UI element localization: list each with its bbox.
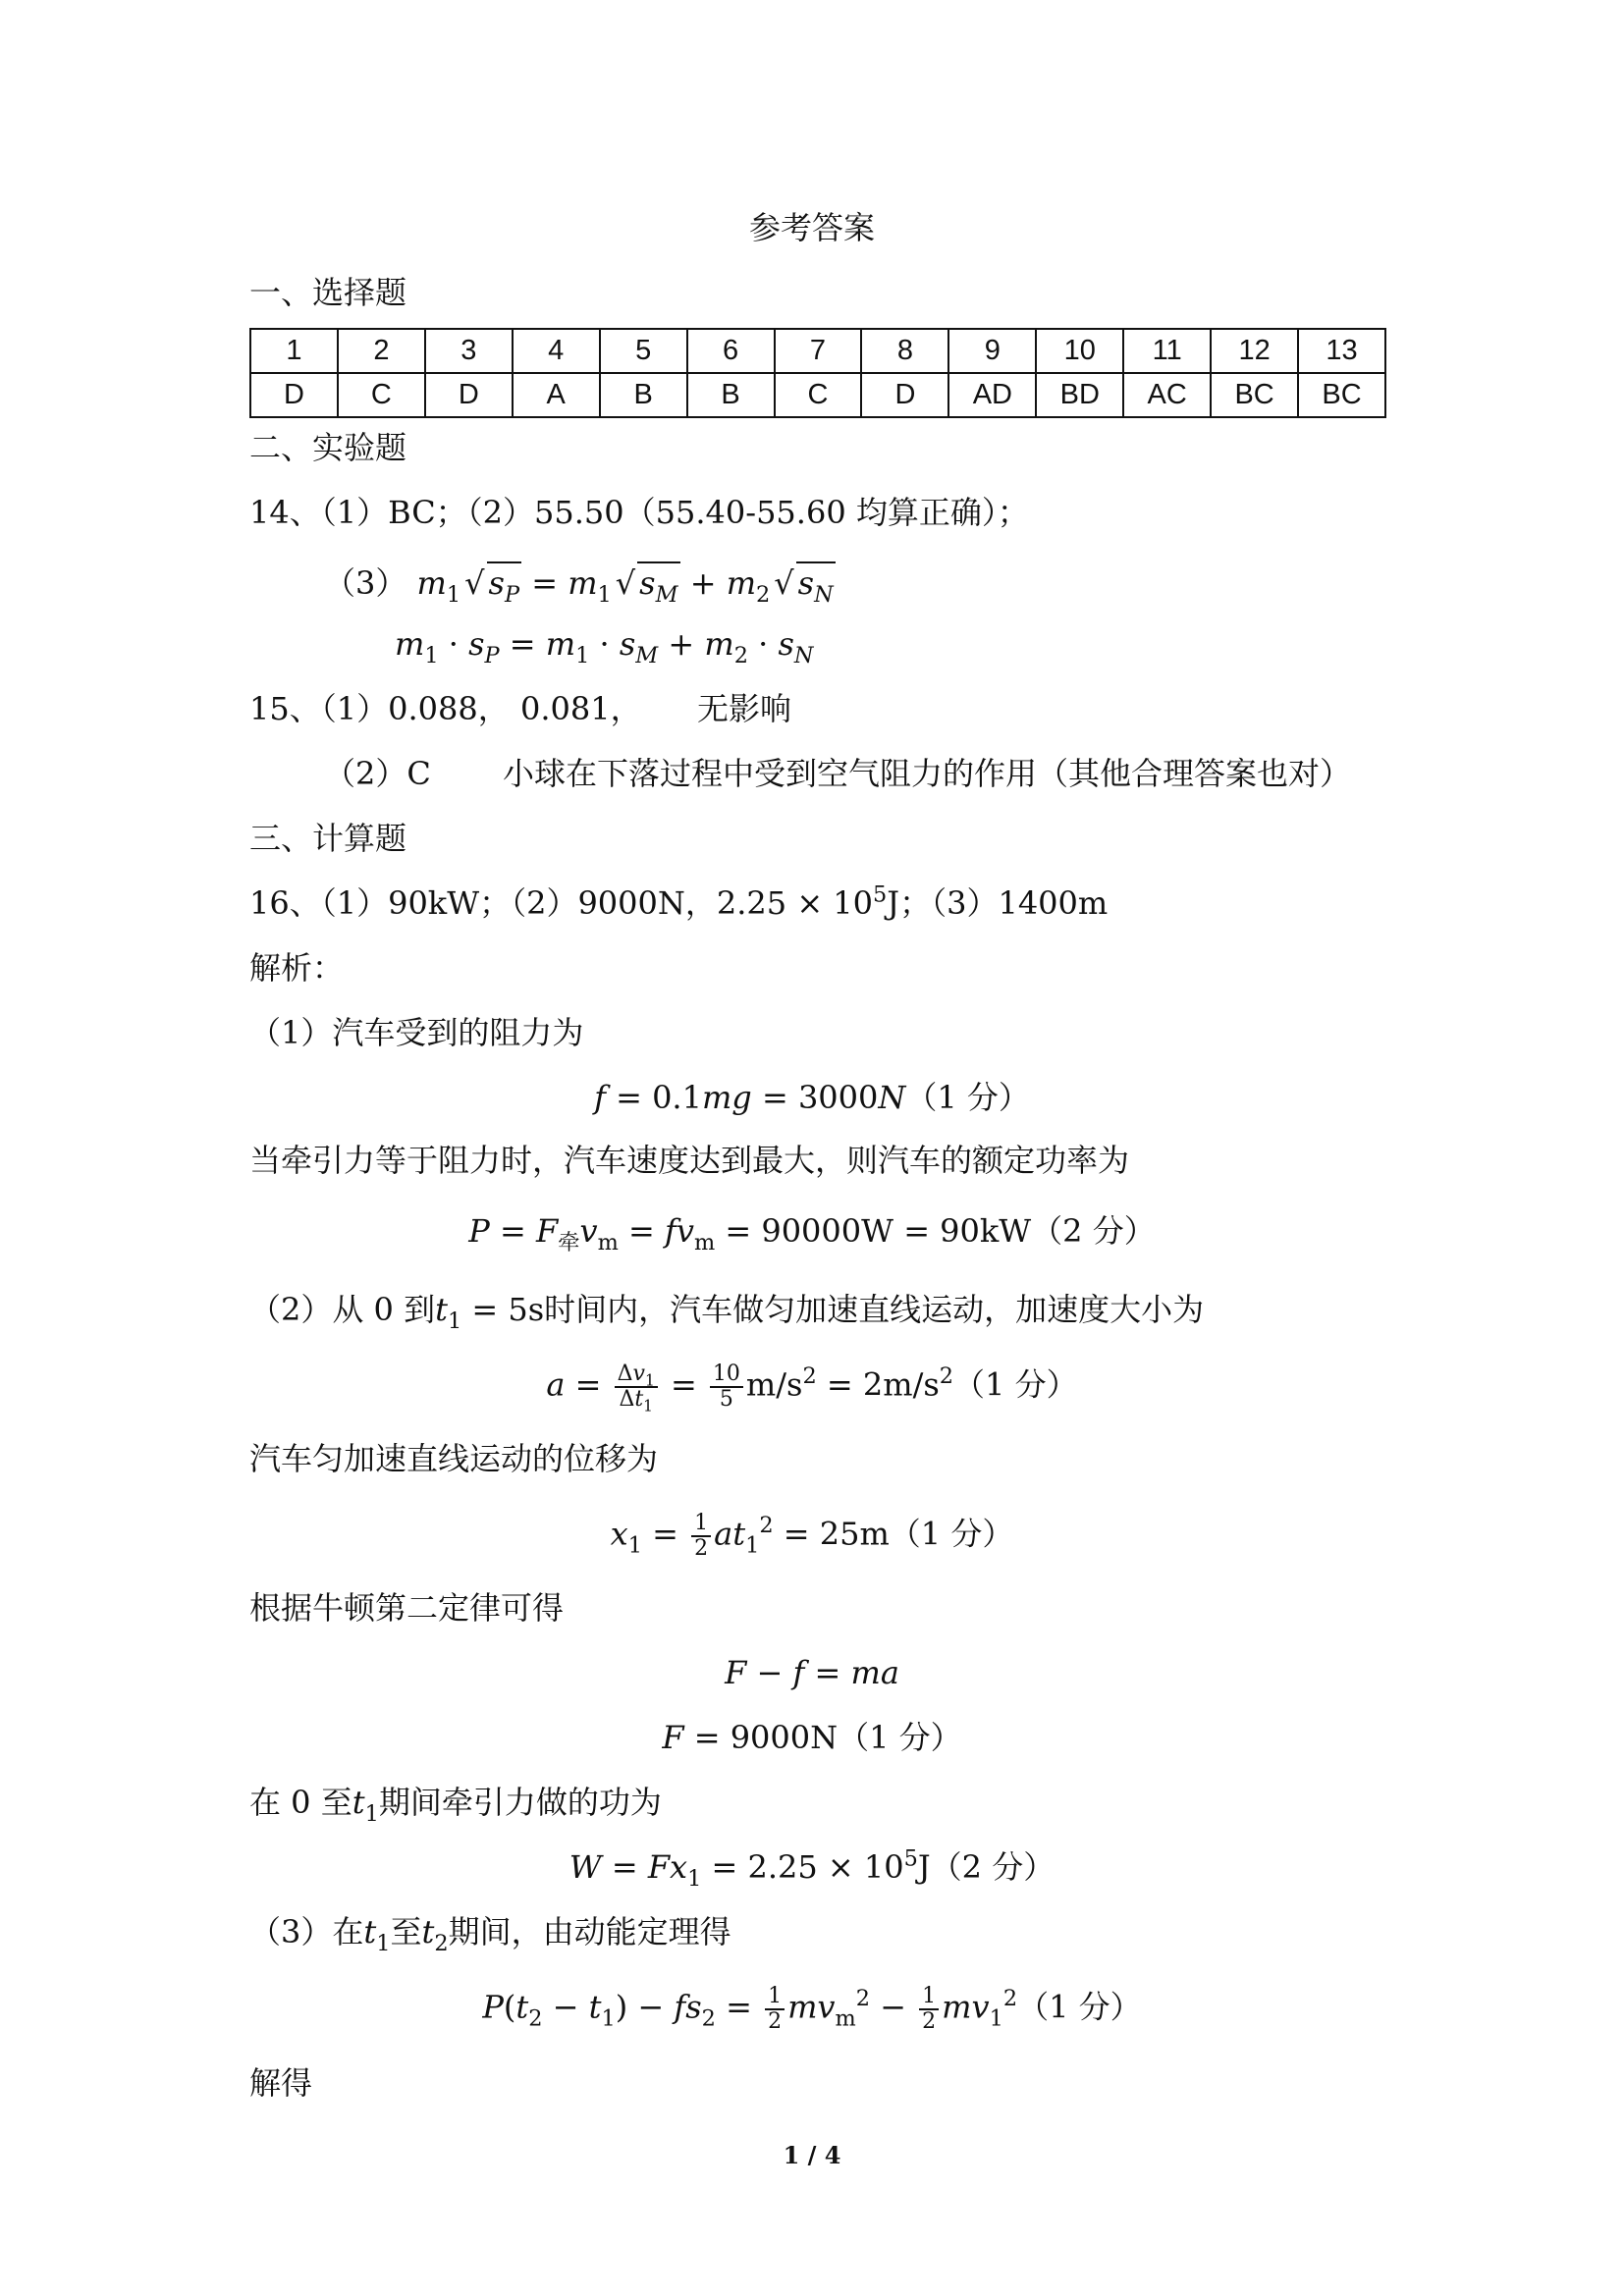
cell-number: 9	[948, 329, 1036, 373]
q14-part3-eq1	[324, 561, 836, 608]
cell-number: 12	[1211, 329, 1298, 373]
q16-part2-text-4: 在 0 至$t_1$期间牵引力做的功为	[249, 1784, 662, 1827]
q16-summary-part-b: J；（3）1400m	[887, 884, 1109, 922]
cell-number: 10	[1036, 329, 1123, 373]
eq-friction: f = 0.1mg = 3000N（1 分）	[594, 1079, 1030, 1116]
q16-part2-text-3: 根据牛顿第二定律可得	[249, 1589, 565, 1627]
eq-work: $W = Fx_1 = 2.25 \times 10^5J(2$ 分）	[568, 1845, 1056, 1892]
answer-row	[250, 373, 1385, 417]
eq-energy-theorem: $P(t_2 - t_1) - fs_2$ = $\frac{1}{2}$ $mv_m^2$ − $\frac{1}{2}$ $mv_1^2(1$ 分）	[482, 1984, 1142, 2034]
q14-answer-line: 14、（1）BC；（2）55.50（55.40-55.60 均算正确）；	[249, 494, 1029, 531]
page-number: 1 / 4	[783, 2141, 841, 2169]
answer-table	[249, 328, 1386, 418]
cell-answer: C	[775, 373, 862, 417]
eq-acceleration: a = $\frac{\Delta v_1}{\Delta t_1}$ = $\frac{10}{5}$ $m/s^2 = 2m/s^2(1$ 分）	[546, 1362, 1078, 1415]
page-title: 参考答案	[748, 209, 875, 246]
cell-number: 3	[425, 329, 513, 373]
q14-eq-sqrt: $m_1$ √ $s_P = m_1$ √ $s_M + m_2$ √ $s_N$	[417, 564, 836, 602]
q16-summary	[249, 883, 1108, 923]
cell-number: 2	[338, 329, 425, 373]
q15-line2-label: （2）C	[324, 755, 431, 792]
cell-answer: BC	[1298, 373, 1385, 417]
q15-line1-label: 15、（1）0.088，	[249, 690, 510, 727]
q16-part1-text-2: 当牵引力等于阻力时，汽车速度达到最大，则汽车的额定功率为	[249, 1142, 1130, 1179]
cell-answer: BC	[1211, 373, 1298, 417]
cell-answer: D	[425, 373, 513, 417]
section-heading-choice: 一、选择题	[249, 274, 407, 311]
q16-part3-text: （3）在$t_1$至$t_2$期间，由动能定理得	[249, 1913, 731, 1956]
section-heading-experiment: 二、实验题	[249, 429, 407, 466]
cell-number: 8	[861, 329, 948, 373]
cell-answer: B	[687, 373, 775, 417]
q16-part3-text-2: 解得	[249, 2064, 313, 2102]
analysis-label: 解析：	[249, 949, 345, 987]
q16-summary-part-a: 16、（1）90kW；（2）9000N，	[249, 884, 717, 922]
q14-part3-eq2: $m_1 \cdot s_P = m_1 \cdot s_M + m_2 \cdot s_N$	[395, 625, 814, 668]
cell-answer: A	[513, 373, 600, 417]
cell-number: 11	[1123, 329, 1211, 373]
cell-answer: AD	[948, 373, 1036, 417]
cell-number: 5	[600, 329, 687, 373]
cell-number: 6	[687, 329, 775, 373]
eq-newton: F − f = ma	[725, 1654, 899, 1691]
q14-part3-label: （3）	[324, 564, 407, 602]
cell-answer: B	[600, 373, 687, 417]
cell-number: 7	[775, 329, 862, 373]
eq-power: $P = F_牵v_m = fv_m = 90000W = 90kW(2$ 分）	[468, 1212, 1156, 1255]
cell-answer: D	[250, 373, 338, 417]
eq-force: F = 9000N（1 分）	[662, 1719, 962, 1756]
q16-work-value: $2.25 \times 10^5$	[716, 881, 888, 922]
q15-value-3: 无影响	[697, 690, 792, 727]
q16-part2-text-2: 汽车匀加速直线运动的位移为	[249, 1440, 659, 1477]
cell-number: 4	[513, 329, 600, 373]
cell-answer: C	[338, 373, 425, 417]
eq-displacement: $x_1$ = $\frac{1}{2}$ $at_1^2 = 25m(1$ 分）	[610, 1511, 1014, 1561]
cell-answer: AC	[1123, 373, 1211, 417]
cell-answer: D	[861, 373, 948, 417]
q15-value-2: 0.081，	[520, 690, 642, 727]
q16-part1-text: （1）汽车受到的阻力为	[249, 1014, 584, 1051]
section-heading-calculation: 三、计算题	[249, 820, 407, 857]
q15-line2-reason: 小球在下落过程中受到空气阻力的作用（其他合理答案也对）	[503, 755, 1352, 792]
question-number-row	[250, 329, 1385, 373]
q16-part2-text: （2）从 0 到$t_1 = 5s$时间内，汽车做匀加速直线运动，加速度大小为	[249, 1291, 1205, 1334]
cell-number: 1	[250, 329, 338, 373]
cell-number: 13	[1298, 329, 1385, 373]
cell-answer: BD	[1036, 373, 1123, 417]
